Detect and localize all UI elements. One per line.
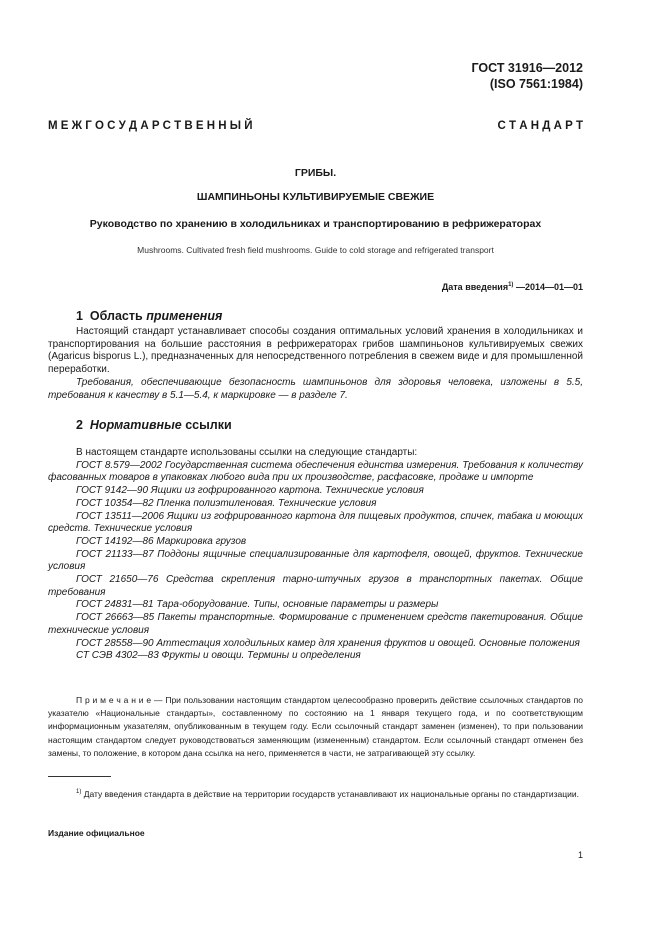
reference-item: ГОСТ 24831—81 Тара-оборудование. Типы, основные параметры и размеры xyxy=(76,599,439,611)
section-2-title-plain: ссылки xyxy=(185,418,232,432)
reference-item: ГОСТ 10354—82 Пленка полиэтиленовая. Технические условия xyxy=(76,497,377,509)
note-label: П р и м е ч а н и е xyxy=(76,695,152,705)
footnote-text: Дату введения стандарта в действие на территории государств устанавливают их национальные органы по стандартизации. xyxy=(83,788,579,799)
edition-label: Издание официальное xyxy=(48,828,145,838)
reference-item: ГОСТ 14192—86 Маркировка грузов xyxy=(76,535,247,547)
footnote-separator xyxy=(48,776,111,777)
title-line-1: ГРИБЫ. xyxy=(294,167,337,179)
introduction-date xyxy=(442,282,583,292)
gost-code: ГОСТ 31916—2012 xyxy=(471,61,583,75)
reference-item: СТ СЭВ 4302—83 Фрукты и овощи. Термины и определения xyxy=(76,650,361,662)
reference-item: ГОСТ 9142—90 Ящики из гофрированного картона. Технические условия xyxy=(76,485,424,497)
standard-banner xyxy=(48,120,583,132)
section-1-number: 1 xyxy=(76,309,83,323)
title-line-2: ШАМПИНЬОНЫ КУЛЬТИВИРУЕМЫЕ СВЕЖИЕ xyxy=(196,191,435,203)
intro-date-value: —2014—01—01 xyxy=(515,282,583,292)
section-1-paragraph-2: Требования, обеспечивающие безопасность шампиньонов для здоровья человека, изложены в 5.5, требования к качеству в 5.1—5.4, к маркировке — в разделе 7. xyxy=(48,376,583,401)
document-code-block xyxy=(471,60,583,92)
reference-item: ГОСТ 21133—87 Поддоны ящичные специализированные для картофеля, овощей, фруктов. Технические условия xyxy=(48,548,583,573)
iso-code: (ISO 7561:1984) xyxy=(489,77,583,91)
section-1-heading xyxy=(76,309,222,323)
section-1-body xyxy=(48,326,583,402)
section-2-heading xyxy=(76,418,232,432)
section-2-body xyxy=(48,447,583,663)
title-english: Mushrooms. Cultivated fresh field mushrooms. Guide to cold storage and refrigerated transport xyxy=(137,245,494,255)
footnote xyxy=(48,786,583,801)
reference-item: ГОСТ 28558—90 Аттестация холодильных камер для хранения фруктов и овощей. Основные положения xyxy=(76,637,580,649)
section-1-title-plain: Область xyxy=(89,309,143,323)
section-1-title-italic: применения xyxy=(146,309,223,323)
section-2-lead: В настоящем стандарте использованы ссылки на следующие стандарты: xyxy=(76,447,418,458)
reference-item: ГОСТ 21650—76 Средства скрепления тарно-штучных грузов в транспортных пакетах. Общие требования xyxy=(48,574,583,598)
banner-right: С Т А Н Д А Р Т xyxy=(497,120,583,132)
intro-label: Дата введения xyxy=(441,282,509,292)
reference-note xyxy=(48,694,583,760)
reference-item: ГОСТ 13511—2006 Ящики из гофрированного картона для пищевых продуктов, спичек, табака и моющих средств. Технические условия xyxy=(48,510,583,535)
banner-left: М Е Ж Г О С У Д А Р С Т В Е Н Н Ы Й xyxy=(48,120,253,132)
note-text: — При пользовании настоящим стандартом целесообразно проверить действие ссылочных стандартов по указателю «Национальные стандарты», составленному по состоянию на 1 января текущего года, и по соответствующим информационным указателям, опубликованным в текущем году. Если ссылочный стандарт заменен (изменен), то при пользовании настоящим стандартом следует руководствоваться заменяющим (измененным) стандартом. Если ссылочный стандарт отменен без замены, то положение, в котором дана ссылка на него, применяется в части, не затрагивающей эту ссылку. xyxy=(48,695,583,758)
intro-footnote-mark: 1) xyxy=(508,282,514,288)
section-2-number: 2 xyxy=(76,418,83,432)
title-line-3: Руководство по хранению в холодильниках и транспортированию в рефрижераторах xyxy=(89,218,542,230)
section-1-paragraph-1: Настоящий стандарт устанавливает способы создания оптимальных условий хранения в холодильниках и транспортирования на большие расстояния в рефрижераторах грибов шампиньонов культивируемых свежих (Agaricus bisporus L.), предназначенных для непосредственного потребления в свежем виде и для промышленной переработки. xyxy=(48,326,583,376)
footnote-mark: 1) xyxy=(76,789,82,795)
reference-item: ГОСТ 8.579—2002 Государственная система обеспечения единства измерения. Требования к количеству фасованных товаров в упаковках любого вида при их производстве, расфасовке, продаже и импорте xyxy=(48,459,583,484)
section-2-title-italic: Нормативные xyxy=(89,418,182,432)
reference-item: ГОСТ 26663—85 Пакеты транспортные. Формирование с применением средств пакетирования. Общие технические условия xyxy=(48,612,583,636)
page-number: 1 xyxy=(577,850,583,860)
